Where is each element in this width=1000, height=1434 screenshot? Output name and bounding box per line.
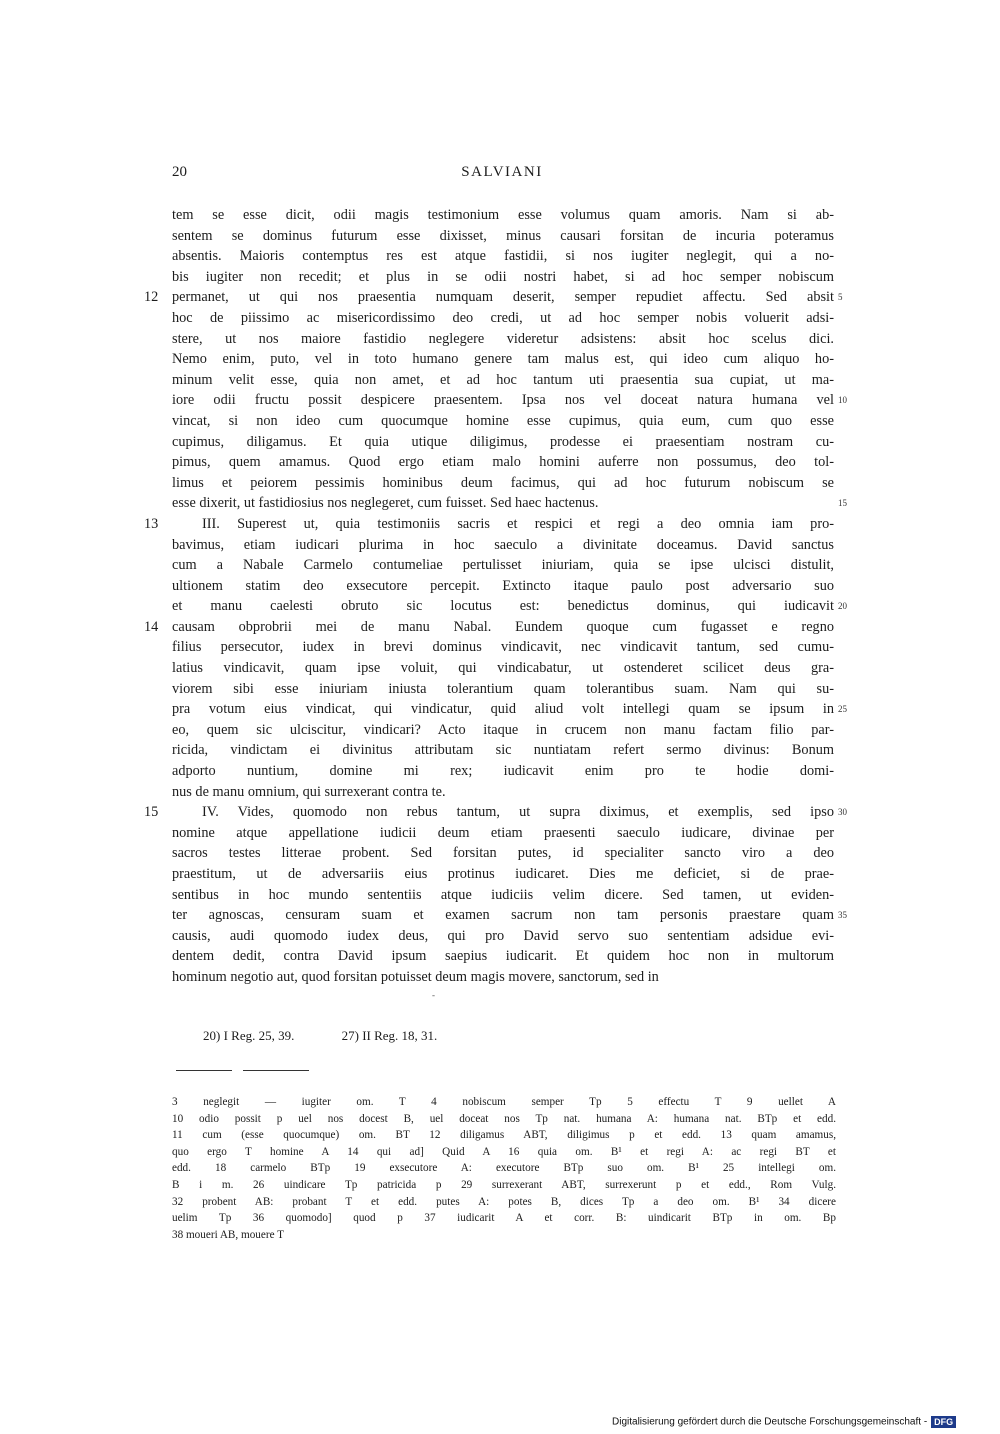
apparatus-line: quo ergo T homine A 14 qui ad] Quid A 16 quia om. B¹ et regi A: ac regi BT et <box>172 1145 836 1158</box>
line-text: viorem sibi esse iniuriam iniusta tolerantium quam tolerantibus suam. Nam qui su- <box>172 680 834 697</box>
line-text: III. Superest ut, quia testimoniis sacris et respici et regi a deo omnia iam pro- <box>202 515 834 532</box>
text-line <box>172 246 834 267</box>
text-line <box>172 843 834 864</box>
line-text: hoc de piissimo ac misericordissimo deo credi, ut ad hoc semper nobis voluerit adsi- <box>172 309 834 326</box>
line-text: cum a Nabale Carmelo contumeliae pertulisset iniuriam, quia se ipse ulcisci distulit, <box>172 557 834 574</box>
text-line <box>172 823 834 844</box>
line-text: et manu caelesti obruto sic locutus est: benedictus dominus, qui iudicavit <box>172 598 834 615</box>
text-line <box>172 740 834 761</box>
text-line <box>172 761 834 782</box>
text-line <box>172 926 834 947</box>
line-text: ter agnoscas, censuram suam et examen sacrum non tam personis praestare quam <box>172 907 834 924</box>
text-line <box>172 329 834 350</box>
footnote-rule <box>176 1070 232 1071</box>
line-text: adporto nuntium, domine mi rex; iudicavit enim pro te hodie domi- <box>172 763 834 780</box>
footnote-rule <box>243 1070 309 1071</box>
line-text: eo, quem sic ulciscitur, vindicari? Acto itaque in crucem non manu factam filio par- <box>172 721 834 738</box>
line-text: ricida, vindictam ei divinitus attributam sic nuntiatam refert sermo divinus: Bonum <box>172 742 834 759</box>
apparatus-line: uelim Tp 36 quomodo] quod p 37 iudicarit A et corr. B: uindicarit BTp in om. Bp <box>172 1212 836 1225</box>
line-number: 30 <box>838 807 847 818</box>
line-text: dentem dedit, contra David ipsum saepius iudicarit. Et quidem hoc non in multorum <box>172 948 834 965</box>
line-number: 5 <box>838 292 843 303</box>
line-number: 15 <box>838 498 847 509</box>
text-line <box>172 493 847 514</box>
line-text: IV. Vides, quomodo non rebus tantum, ut supra diximus, et exemplis, sed ipso <box>202 804 834 821</box>
line-text: nomine atque appellatione iudicii deum etiam praesenti saeculo iudicare, divinae per <box>172 824 834 841</box>
text-line <box>172 535 834 556</box>
text-line <box>172 390 847 411</box>
line-text: praestitum, ut de adversariis eius protinus iudicaret. Dies me deficiet, si de prae- <box>172 866 834 882</box>
text-line <box>172 370 834 391</box>
line-text: absentis. Maioris contemptus res est atque fastidii, si nos iugiter neglegit, qui a no- <box>172 248 834 265</box>
line-number: 10 <box>838 395 847 406</box>
apparatus-line: 32 probent AB: probant T et edd. putes A: potes B, dices Tp a deo om. B¹ 34 dicere <box>172 1195 836 1208</box>
text-line <box>172 967 834 988</box>
line-text: ultionem statim deo exsecutore percepit. Extincto itaque paulo post adversario suo <box>172 577 834 594</box>
text-line <box>172 679 834 700</box>
apparatus-line: 38 moueri AB, mouere T <box>172 1228 284 1241</box>
dfg-logo: DFG <box>931 1416 956 1428</box>
text-line <box>172 596 847 617</box>
page-header <box>172 164 832 186</box>
line-number: 35 <box>838 910 847 921</box>
text-line <box>144 514 834 535</box>
line-number: 20 <box>838 601 847 612</box>
text-line <box>172 946 834 967</box>
line-text: pimus, quem amamus. Quod ergo etiam malo homini auferre non possumus, deo tol- <box>172 454 834 471</box>
apparatus-line: edd. 18 carmelo BTp 19 exsecutore A: executore BTp suo om. B¹ 25 intellegi om. <box>172 1162 836 1175</box>
center-mark: - <box>432 990 435 1000</box>
line-text: stere, ut nos maiore fastidio neglegere videretur adsistens: absit hoc scelus dici. <box>172 330 834 347</box>
text-line <box>172 555 834 576</box>
line-text: latius vindicavit, quam ipse voluit, qui vindicabatur, ut ostenderet scilicet deus gra- <box>172 660 834 677</box>
line-text: nus de manu omnium, qui surrexerant contra te. <box>172 783 446 800</box>
line-text: sentibus in hoc mundo sententiis atque iudiciis velim dicere. Sed tamen, ut eviden- <box>172 886 834 903</box>
apparatus-line: 11 cum (esse quocumque) om. BT 12 diligamus ABT, diligimus p et edd. 13 quam amamus, <box>172 1129 836 1142</box>
line-text: pra votum eius vindicat, qui vindicatur, quid aliud volt intellegi quam se ipsum in <box>172 701 834 718</box>
page-number: 20 <box>172 164 187 180</box>
text-line <box>172 720 834 741</box>
text-line <box>172 658 834 679</box>
line-text: Nemo enim, puto, vel in toto humano genere tam malus est, qui ideo cum aliquo ho- <box>172 351 834 368</box>
line-text: cupimus, diligamus. Et quia utique diligimus, prodesse ei praesentiam nostram cu- <box>172 433 834 450</box>
text-line <box>172 576 834 597</box>
text-line <box>172 205 834 226</box>
text-line <box>144 617 834 638</box>
line-text: sacros testes litterae probent. Sed forsitan putes, id specialiter sancto viro a deo <box>172 845 834 862</box>
section-number: 13 <box>144 515 159 532</box>
main-text <box>144 205 847 988</box>
running-title: SALVIANI <box>461 164 543 180</box>
line-text: filius persecutor, iudex in brevi dominus vindicavit, nec vindicavit tantum, sed cumu- <box>172 639 834 656</box>
text-line <box>172 226 834 247</box>
text-line <box>144 802 847 823</box>
text-line <box>172 864 834 885</box>
line-text: causis, audi quomodo iudex deus, qui pro David servo suo sententiam adsidue evi- <box>172 927 834 944</box>
text-line <box>172 411 834 432</box>
line-text: iore odii fructu possit despicere praesentem. Ipsa nos vel doceat natura humana vel <box>172 392 834 409</box>
text-line <box>172 905 847 926</box>
reference: 20) I Reg. 25, 39. <box>203 1028 295 1043</box>
text-line <box>172 699 847 720</box>
section-number: 15 <box>144 804 159 821</box>
line-text: tem se esse dicit, odii magis testimonium esse volumus quam amoris. Nam si ab- <box>172 207 834 223</box>
digitization-credit <box>612 1416 956 1428</box>
line-text: hominum negotio aut, quod forsitan potuisset deum magis movere, sanctorum, sed in <box>172 968 659 985</box>
credit-text: Digitalisierung gefördert durch die Deutsche Forschungsgemeinschaft - <box>612 1416 928 1428</box>
scripture-references <box>203 1028 481 1044</box>
line-text: bis iugiter non recedit; et plus in se odii nostri habet, si ad hoc semper nobiscum <box>172 268 834 285</box>
line-text: minum velit esse, quia non amet, et ad hoc tantum uti praesentia sua cupiat, ut ma- <box>172 371 834 388</box>
section-number: 12 <box>144 289 159 306</box>
text-line <box>172 432 834 453</box>
section-number: 14 <box>144 618 159 635</box>
line-text: permanet, ut qui nos praesentia numquam deserit, semper repudiet affectu. Sed absit <box>172 289 834 306</box>
line-text: esse dixerit, ut fastidiosius nos neglegeret, cum fuisset. Sed haec hactenus. <box>172 495 599 512</box>
text-line <box>172 267 834 288</box>
text-line <box>172 349 834 370</box>
line-text: sentem se dominus futurum esse dixisset, minus causari forsitan de incuria poteramus <box>172 227 834 244</box>
line-number: 25 <box>838 704 847 715</box>
text-line <box>172 637 834 658</box>
text-line <box>172 452 834 473</box>
apparatus-line: 3 neglegit — iugiter om. T 4 nobiscum semper Tp 5 effectu T 9 uellet A <box>172 1096 836 1108</box>
critical-apparatus <box>172 1094 836 1243</box>
line-text: vincat, si non ideo cum quocumque homine esse cupimus, quia eum, cum quo esse <box>172 412 834 429</box>
apparatus-line: 10 odio possit p uel nos docest B, uel doceat nos Tp nat. humana A: humana nat. BTp et edd. <box>172 1112 836 1125</box>
text-line <box>172 782 834 803</box>
text-line <box>144 287 843 308</box>
text-line <box>172 473 834 494</box>
text-line <box>172 885 834 906</box>
apparatus-line: B i m. 26 uindicare Tp patricida p 29 surrexerant ABT, surrexerunt p et edd., Rom Vulg. <box>172 1178 836 1191</box>
line-text: causam obprobrii mei de manu Nabal. Eundem quoque cum fugasset e regno <box>172 618 834 635</box>
line-text: limus et peiorem pessimis hominibus deum facimus, qui ad hoc futurum nobiscum se <box>172 474 834 491</box>
line-text: bavimus, etiam iudicari plurima in hoc saeculo a divinitate doceamus. David sanctus <box>172 536 834 553</box>
text-line <box>172 308 834 329</box>
reference: 27) II Reg. 18, 31. <box>341 1028 438 1043</box>
